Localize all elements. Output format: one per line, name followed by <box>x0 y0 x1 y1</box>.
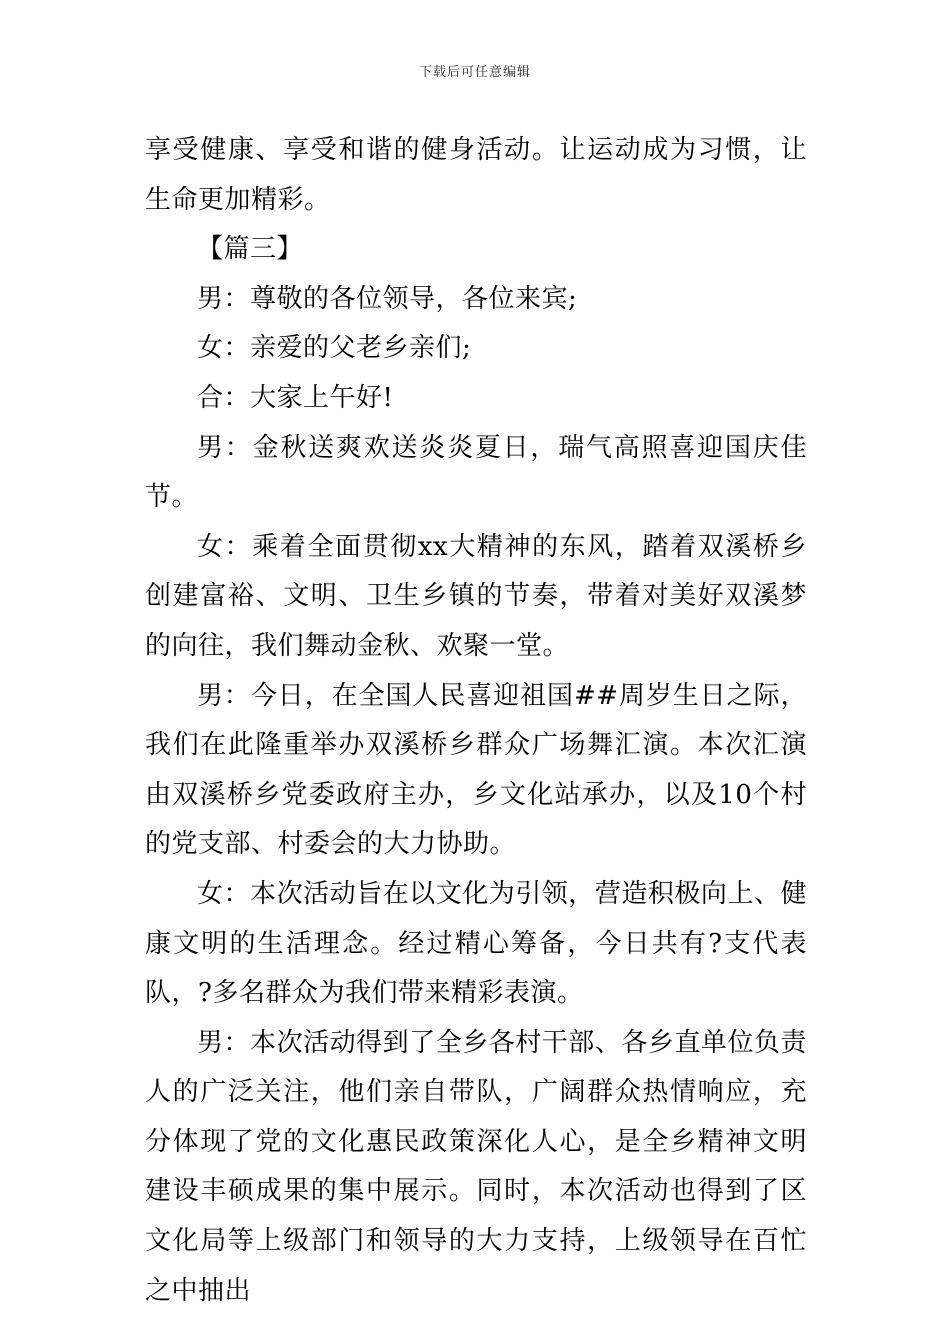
section-heading: 【篇三】 <box>197 234 304 265</box>
paragraph-continuation: 享受健康、享受和谐的健身活动。让运动成为习惯，让生命更加精彩。 <box>145 135 807 215</box>
dialogue-line: 男：今日，在全国人民喜迎祖国##周岁生日之际，我们在此隆重举办双溪桥乡群众广场舞汇演。本次汇演由双溪桥乡党委政府主办，乡文化站承办，以及10个村的党支部、村委会的大力协助。 <box>145 680 807 860</box>
dialogue-line: 女：本次活动旨在以文化为引领，营造积极向上、健康文明的生活理念。经过精心筹备，今日共有?支代表队，?多名群众为我们带来精彩表演。 <box>145 878 807 1009</box>
dialogue-line: 男：本次活动得到了全乡各村干部、各乡直单位负责人的广泛关注，他们亲自带队，广阔群众热情响应，充分体现了党的文化惠民政策深化人心，是全乡精神文明建设丰硕成果的集中展示。同时，本次活动也得到了区文化局等上级部门和领导的大力支持，上级领导在百忙之中抽出 <box>145 1027 807 1306</box>
page-header: 下载后可任意编辑 <box>418 65 531 80</box>
dialogue-line: 女：乘着全面贯彻xx大精神的东风，踏着双溪桥乡创建富裕、文明、卫生乡镇的节奏，带着对美好双溪梦的向往，我们舞动金秋、欢聚一堂。 <box>145 531 807 661</box>
dialogue-line: 合：大家上午好! <box>197 382 394 413</box>
dialogue-line: 男：尊敬的各位领导，各位来宾; <box>197 283 578 314</box>
dialogue-line: 女：亲爱的父老乡亲们; <box>197 333 472 364</box>
dialogue-line: 男：金秋送爽欢送炎炎夏日，瑞气高照喜迎国庆佳节。 <box>145 432 807 513</box>
document-body <box>145 126 807 1316</box>
